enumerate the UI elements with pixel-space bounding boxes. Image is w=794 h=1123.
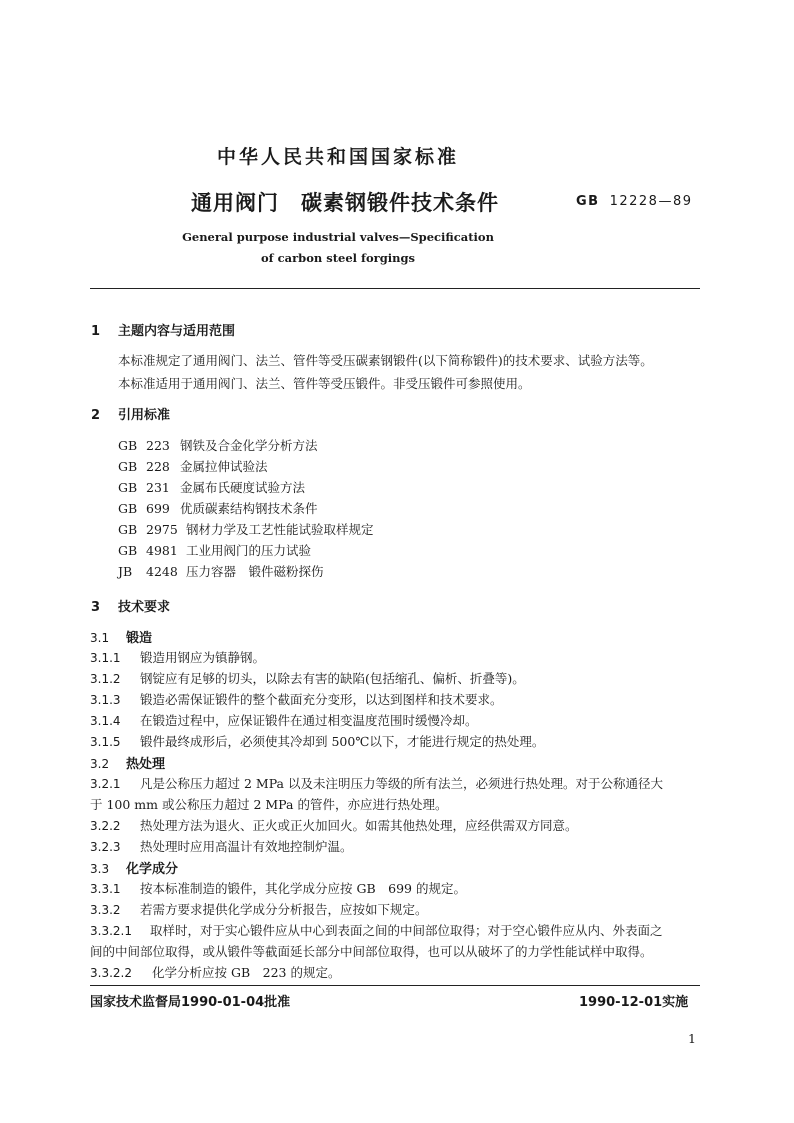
code-number: 12228—89 — [609, 194, 693, 209]
bottom-divider — [90, 985, 700, 986]
national-standard-heading: 中华人民共和国国家标准 — [216, 146, 459, 168]
clause-3-1-1: 3.1.1 锻造用钢应为镇静钢。 — [90, 650, 266, 665]
reference-item: GB 2975 钢材力学及工艺性能试验取样规定 — [118, 522, 374, 537]
top-divider — [90, 288, 700, 289]
section-1-title: 主题内容与适用范围 — [118, 324, 236, 339]
reference-item: GB 4981 工业用阀门的压力试验 — [118, 543, 312, 558]
clause-3-3-2-1-line2: 间的中间部位取得，或从锻件等截面延长部分中间部位取得，也可以从破坏了的力学性能试样中取得。 — [90, 944, 653, 959]
section-3-title: 技术要求 — [118, 600, 171, 615]
section-3-number: 3 — [91, 600, 101, 615]
section-1-para2: 本标准适用于通用阀门、法兰、管件等受压锻件。非受压锻件可参照使用。 — [118, 376, 531, 391]
clause-3-2-1-line1: 3.2.1 凡是公称压力超过 2 MPa 以及未注明压力等级的所有法兰，必须进行热处理。对于公称通径大 — [90, 776, 663, 791]
section-2-heading — [91, 404, 170, 423]
section-1-heading — [91, 320, 235, 339]
approval-line: 国家技术监督局1990-01-04批准 — [90, 995, 291, 1010]
clause-3-2-1-line2: 于 100 mm 或公称压力超过 2 MPa 的管件，亦应进行热处理。 — [90, 797, 448, 812]
reference-item: JB 4248 压力容器 锻件磁粉探伤 — [118, 564, 324, 579]
page-number: 1 — [688, 1031, 696, 1046]
english-title-line1: General purpose industrial valves—Specification — [182, 230, 494, 244]
clause-3-1-3: 3.1.3 锻造必需保证锻件的整个截面充分变形，以达到图样和技术要求。 — [90, 692, 503, 707]
section-1-number: 1 — [91, 324, 101, 339]
section-2-number: 2 — [91, 408, 101, 423]
clause-3-3-2: 3.3.2 若需方要求提供化学成分分析报告，应按如下规定。 — [90, 902, 428, 917]
section-2-title: 引用标准 — [118, 408, 171, 423]
clause-3-1-heading: 3.1 锻造 — [90, 631, 153, 646]
effective-date: 1990-12-01实施 — [579, 995, 689, 1010]
clause-3-1-4: 3.1.4 在锻造过程中，应保证锻件在通过相变温度范围时缓慢冷却。 — [90, 713, 478, 728]
code-prefix: GB — [576, 194, 600, 209]
clause-3-3-heading: 3.3 化学成分 — [90, 862, 179, 877]
standard-code — [576, 194, 693, 209]
reference-item: GB 223 钢铁及合金化学分析方法 — [118, 438, 318, 453]
clause-3-3-1: 3.3.1 按本标准制造的锻件，其化学成分应按 GB 699 的规定。 — [90, 881, 466, 896]
clause-3-2-2: 3.2.2 热处理方法为退火、正火或正火加回火。如需其他热处理，应经供需双方同意。 — [90, 818, 578, 833]
clause-3-3-2-1-line1: 3.3.2.1 取样时，对于实心锻件应从中心到表面之间的中间部位取得；对于空心锻件应从内、外表面之 — [90, 923, 663, 938]
clause-3-1-5: 3.1.5 锻件最终成形后，必须使其冷却到 500℃以下，才能进行规定的热处理。 — [90, 734, 545, 749]
section-3-heading — [91, 596, 170, 615]
reference-item: GB 231 金属布氏硬度试验方法 — [118, 480, 306, 495]
clause-3-1-2: 3.1.2 钢锭应有足够的切头，以除去有害的缺陷(包括缩孔、偏析、折叠等)。 — [90, 671, 525, 686]
clause-3-2-heading: 3.2 热处理 — [90, 757, 166, 772]
reference-item: GB 228 金属拉伸试验法 — [118, 459, 268, 474]
section-1-para1: 本标准规定了通用阀门、法兰、管件等受压碳素钢锻件(以下简称锻件)的技术要求、试验方法等。 — [118, 353, 653, 368]
reference-item: GB 699 优质碳素结构钢技术条件 — [118, 501, 318, 516]
clause-3-2-3: 3.2.3 热处理时应用高温计有效地控制炉温。 — [90, 839, 353, 854]
clause-3-3-2-2: 3.3.2.2 化学分析应按 GB 223 的规定。 — [90, 965, 341, 980]
document-title: 通用阀门 碳素钢锻件技术条件 — [191, 191, 499, 215]
english-title-line2: of carbon steel forgings — [261, 251, 415, 265]
